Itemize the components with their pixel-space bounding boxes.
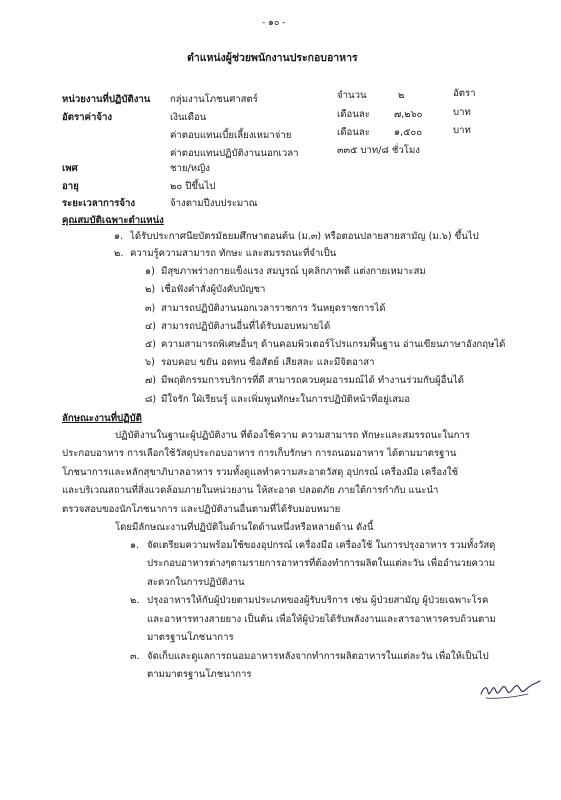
- wage-label: อัตราค่าจ้าง: [62, 112, 113, 123]
- job-item-num: ๒.: [130, 595, 140, 606]
- signature-mark: [478, 672, 542, 702]
- job-paragraph-line: ประกอบอาหาร การเลือกใช้วัสดุประกอบอาหาร การเก็บรักษา การถนอมอาหาร ได้ตามมาตรฐาน: [62, 448, 457, 459]
- job-item-line: และอาหารทางสายยาง เป็นต้น เพื่อให้ผู้ป่วยได้รับพลังงานและสารอาหารครบถ้วนตาม: [147, 614, 496, 625]
- unit-value: กลุ่มงานโภชนศาสตร์: [170, 94, 258, 105]
- job-item-line: มาตรฐานโภชนาการ: [147, 632, 234, 643]
- sub-item-text: เชื่อฟังคำสั่งผู้บังคับบัญชา: [161, 284, 266, 295]
- sub-item-text: ความสามารถพิเศษอื่นๆ ด้านคอมพิวเตอร์โปรแกรมพื้นฐาน อ่านเขียนภาษาอังกฤษได้: [161, 339, 506, 350]
- count-value: ๒: [398, 90, 405, 101]
- wage-row-name: ค่าตอบแทนปฏิบัติงานนอกเวลา: [170, 148, 299, 159]
- qualification-text: ได้รับประกาศนียบัตรมัธยมศึกษาตอนต้น (ม.๓) หรือตอนปลายสายสามัญ (ม.๖) ขึ้นไป: [130, 231, 479, 242]
- sex-value: ชาย/หญิง: [170, 163, 210, 174]
- wage-row-amount: ๑,๕๐๐: [394, 127, 423, 138]
- wage-row-freq: เดือนละ: [337, 109, 370, 120]
- sub-item-num: ๗): [145, 375, 156, 386]
- job-paragraph-line: ปฏิบัติงานในฐานะผู้ปฏิบัติงาน ที่ต้องใช้ความ ความสามารถ ทักษะและสมรรถนะในการ: [115, 430, 470, 441]
- sub-item-text: มีสุขภาพร่างกายแข็งแรง สมบูรณ์ บุคลิกภาพดี แต่งกายเหมาะสม: [161, 266, 426, 277]
- sub-item-text: รอบคอบ ขยัน อดทน ซื่อสัตย์ เสียสละ และมีจิตอาสา: [161, 357, 375, 368]
- sub-item-num: ๖): [145, 357, 155, 368]
- period-label: ระยะเวลาการจ้าง: [62, 198, 136, 209]
- wage-row-name: เงินเดือน: [170, 112, 207, 123]
- job-item-line: ปรุงอาหารให้กับผู้ป่วยตามประเภทของผู้รับบริการ เช่น ผู้ป่วยสามัญ ผู้ป่วยเฉพาะโรค: [147, 595, 489, 606]
- sub-item-text: สามารถปฏิบัติงานนอกเวลาราชการ วันหยุดราชการได้: [161, 303, 386, 314]
- unit-label: หน่วยงานที่ปฏิบัติงาน: [62, 94, 151, 105]
- sub-item-text: มีพฤติกรรมการบริการที่ดี สามารถควบคุมอารมณ์ได้ ทำงานร่วมกับผู้อื่นได้: [161, 375, 464, 386]
- period-value: จ้างตามปีงบประมาณ: [170, 198, 258, 209]
- count-unit: อัตรา: [453, 88, 476, 99]
- sub-item-num: ๑): [145, 266, 155, 277]
- sub-item-num: ๘): [145, 394, 157, 405]
- job-heading: ลักษณะงานที่ปฏิบัติ: [62, 413, 142, 424]
- sub-item-num: ๔): [145, 321, 157, 332]
- page-title: ตำแหน่งผู้ช่วยพนักงานประกอบอาหาร: [187, 52, 358, 64]
- job-paragraph-line: โภชนาการและหลักสุขาภิบาลอาหาร รวมทั้งดูแลทำความสะอาดวัสดุ อุปกรณ์ เครื่องมือ เครื่องใช้: [62, 467, 459, 478]
- wage-row-amount: ๗,๒๖๐: [394, 109, 423, 120]
- qualification-text: ความรู้ความสามารถ ทักษะ และสมรรถนะที่จำเป็น: [130, 248, 337, 259]
- job-item-line: จัดเก็บและดูแลการถนอมอาหารหลังจากทำการผลิตอาหารในแต่ละวัน เพื่อให้เป็นไป: [147, 651, 489, 662]
- job-paragraph-line: ตรวจสอบของนักโภชนาการ และปฏิบัติงานอื่นตามที่ได้รับมอบหมาย: [62, 504, 341, 515]
- qualifications-heading: คุณสมบัติเฉพาะตำแหน่ง: [62, 215, 164, 226]
- age-value: ๒๐ ปีขึ้นไป: [170, 181, 216, 192]
- job-item-num: ๑.: [130, 540, 140, 551]
- job-intro: โดยมีลักษณะงานที่ปฏิบัติในด้านใดด้านหนึ่งหรือหลายด้าน ดังนี้: [115, 522, 374, 533]
- job-item-line: ประกอบอาหารต่างๆตามรายการอาหารที่ต้องทำการผลิตในแต่ละวัน เพื่ออำนวยความ: [147, 558, 496, 569]
- count-label: จำนวน: [337, 90, 367, 101]
- wage-row-unit: บาท: [453, 107, 471, 118]
- page-number: - ๑๐ -: [262, 18, 286, 28]
- job-item-line: สะดวกในการปฏิบัติงาน: [147, 577, 245, 588]
- job-item-num: ๓.: [130, 651, 140, 662]
- qualification-num: ๒.: [114, 248, 124, 259]
- job-item-line: จัดเตรียมความพร้อมใช้ของอุปกรณ์ เครื่องมือ เครื่องใช้ ในการปรุงอาหาร รวมทั้งวัสดุ: [147, 540, 496, 551]
- wage-row-freq: เดือนละ: [337, 127, 370, 138]
- age-label: อายุ: [62, 181, 79, 192]
- job-item-line: ตามมาตรฐานโภชนาการ: [147, 669, 252, 680]
- sub-item-num: ๒): [145, 284, 156, 295]
- wage-row-name: ค่าตอบแทนเบี้ยเลี้ยงเหมาจ่าย: [170, 130, 292, 141]
- sub-item-num: ๕): [145, 339, 157, 350]
- wage-row-rate: ๓๓๕ บาท/๘ ชั่วโมง: [337, 145, 420, 156]
- wage-row-unit: บาท: [453, 125, 471, 136]
- job-paragraph-line: และบริเวณสถานที่สิ่งแวดล้อมภายในหน่วยงาน ให้สะอาด ปลอดภัย ภายใต้การกำกับ แนะนำ: [62, 485, 439, 496]
- sub-item-text: มีใจรัก ใฝ่เรียนรู้ และเพิ่มพูนทักษะในการปฏิบัติหน้าที่อยู่เสมอ: [161, 394, 411, 405]
- sex-label: เพศ: [62, 163, 78, 174]
- sub-item-text: สามารถปฏิบัติงานอื่นที่ได้รับมอบหมายได้: [161, 321, 331, 332]
- sub-item-num: ๓): [145, 303, 156, 314]
- qualification-num: ๑.: [114, 231, 124, 242]
